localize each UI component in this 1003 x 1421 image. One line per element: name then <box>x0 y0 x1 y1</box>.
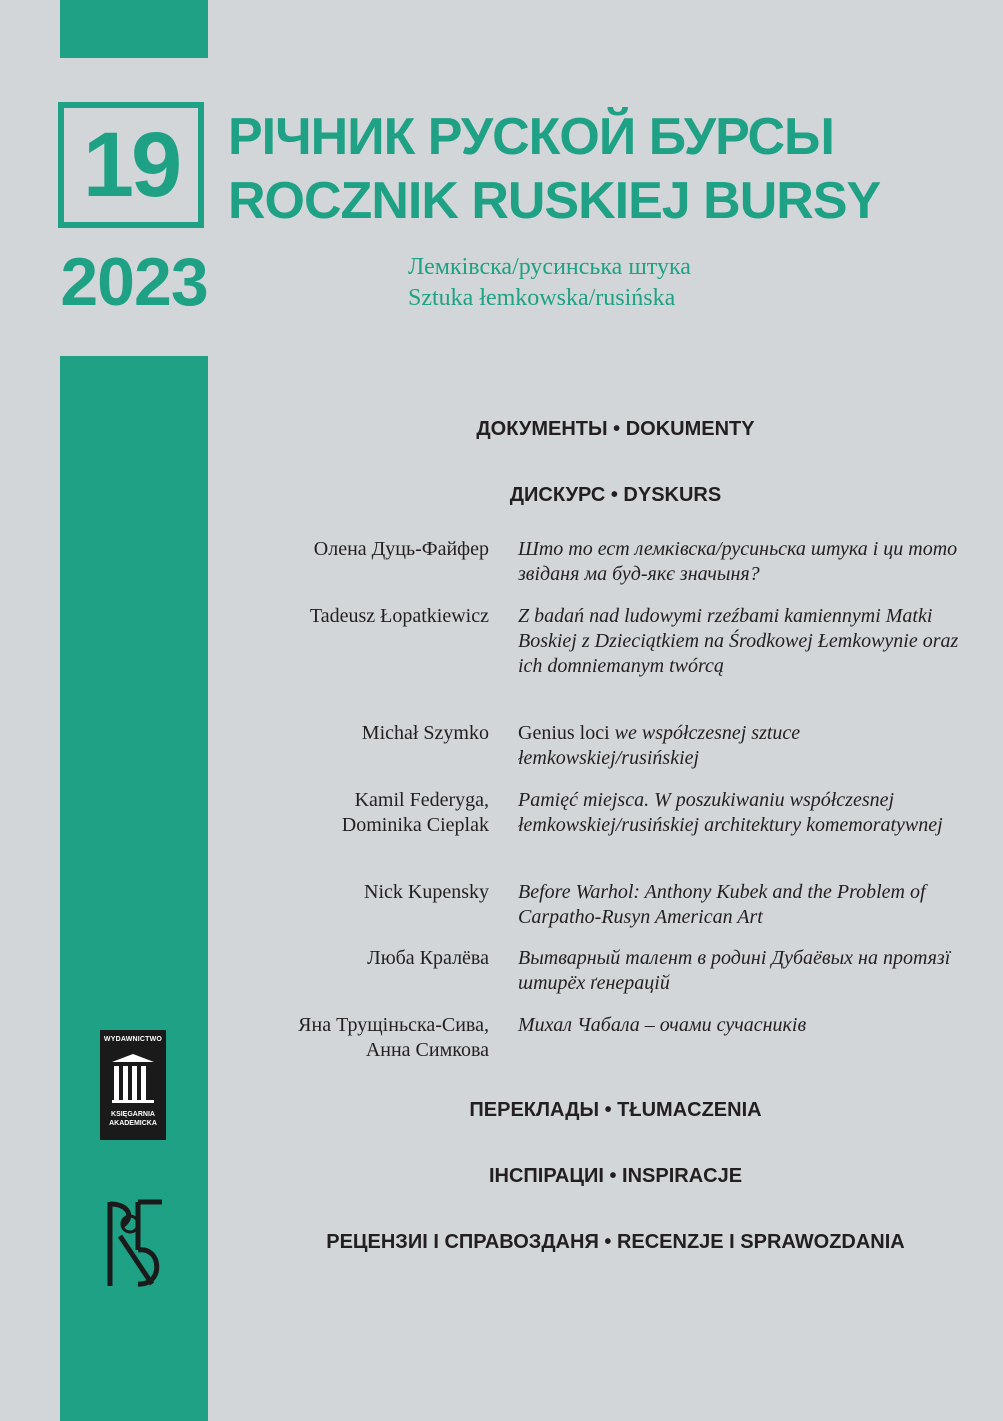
title-cyrillic: РІЧНИК РУСКОЙ БУРСЫ <box>228 108 834 166</box>
article-title: Before Warhol: Anthony Kubek and the Problem of Carpatho-Rusyn American Art <box>518 881 926 928</box>
rb-monogram-logo <box>100 1196 166 1290</box>
section-discourse: ДИСКУРС • DYSKURS <box>509 484 722 506</box>
article-author: Michał Szymko <box>361 722 489 744</box>
article-author: Nick Kupensky <box>364 881 489 903</box>
article-title: Што то ест лемківска/русиньска штука і ци тото звіданя ма буд-якє значыня? <box>518 538 958 585</box>
top-accent-bar <box>60 0 208 58</box>
columns-icon <box>110 1052 156 1104</box>
title-latin: ROCZNIK RUSKIEJ BURSY <box>228 172 881 230</box>
article-author: Яна Трущіньска-Сива, Анна Симкова <box>298 1014 489 1061</box>
issue-year: 2023 <box>60 244 208 320</box>
section-inspirations: ІНСПІРАЦИІ • INSPIRACJE <box>488 1165 743 1187</box>
article-author: Люба Кралёва <box>367 947 489 969</box>
issue-number: 19 <box>82 113 180 216</box>
article-title: Вытварный талент в родині Дубаёвых на протязї штирёх ґенерацій <box>518 947 951 994</box>
section-translations: ПЕРЕКЛАДЫ • TŁUMACZENIA <box>469 1099 762 1121</box>
subtitle-cyrillic: Лемківска/русинська штука <box>408 254 691 280</box>
article-title: Z badań nad ludowymi rzeźbami kamiennymi Matki Boskiej z Dzieciątkiem na Środkowej Łemkowynie oraz ich domniemanym twórcą <box>518 605 959 677</box>
article-title: Михал Чабала – очами сучасників <box>518 1014 807 1036</box>
subtitle-latin: Sztuka łemkowska/rusińska <box>408 285 676 311</box>
issue-number-box <box>58 102 204 228</box>
article-author: Олена Дуць-Файфер <box>313 538 489 560</box>
article-author: Kamil Federyga, Dominika Cieplak <box>341 789 489 836</box>
article-author: Tadeusz Łopatkiewicz <box>309 605 489 627</box>
article-title: Genius loci we współczesnej sztuce łemkowskiej/rusińskiej <box>518 722 801 769</box>
article-title: Pamięć miejsca. W poszukiwaniu współczesnej łemkowskiej/rusińskiej architektury komemoratywnej <box>518 789 943 836</box>
section-documents: ДОКУМЕНТЫ • DOKUMENTY <box>476 418 755 440</box>
publisher-logo: WYDAWNICTWO KSIĘGARNIA AKADEMICKA <box>100 1030 166 1140</box>
section-reviews: РЕЦЕНЗИІ І СПРАВОЗДАНЯ • RECENZJE I SPRAWOZDANIA <box>326 1231 905 1253</box>
